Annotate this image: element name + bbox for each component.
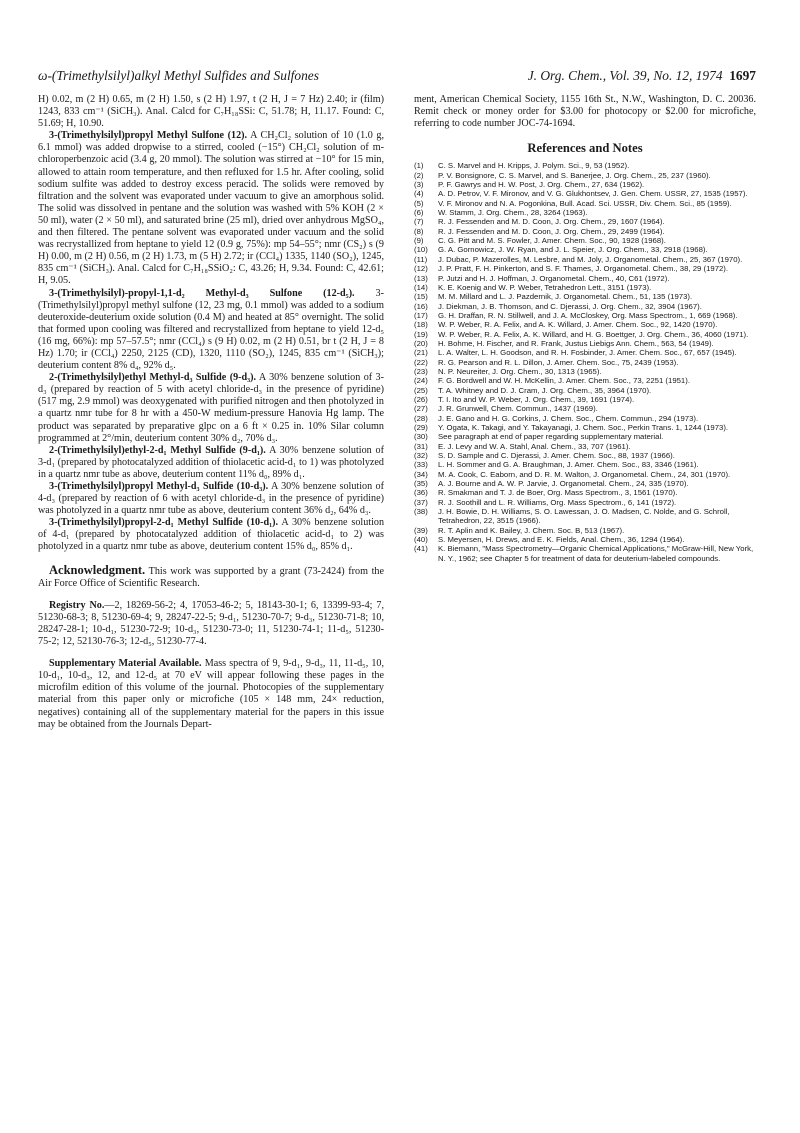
reference-number: (9) (414, 236, 424, 246)
reference-item (414, 488, 756, 497)
reference-text: T. I. Ito and W. P. Weber, J. Org. Chem., 39, 1691 (1974). (438, 394, 635, 404)
experimental-paragraph-12-d5 (38, 288, 384, 373)
reference-text: W. P. Weber, R. A. Felix, and A. K. Willard, J. Amer. Chem. Soc., 92, 1420 (1970). (438, 320, 718, 330)
reference-number: (21) (414, 348, 428, 358)
reference-item (414, 498, 756, 507)
reference-number: (2) (414, 170, 424, 180)
reference-text: R. J. Fessenden and M. D. Coon, J. Org. Chem., 29, 2499 (1964). (438, 226, 665, 236)
reference-number: (16) (414, 301, 428, 311)
reference-text: P. F. Gawrys and H. W. Post, J. Org. Chem., 27, 634 (1962). (438, 180, 645, 190)
left-column (38, 94, 384, 731)
reference-text: C. G. Pitt and M. S. Fowler, J. Amer. Chem. Soc., 90, 1928 (1968). (438, 236, 666, 246)
reference-text: J. H. Bowie, D. H. Williams, S. O. Lawessan, J. O. Madsen, C. Nolde, and G. Schroll, Tetrahedron, 22, 3515 (1966). (438, 507, 730, 526)
continued-paragraph: ment, American Chemical Society, 1155 16th St., N.W., Washington, D. C. 20036. Remit check or money order for $3.00 for photocopy or $2.00 for microfiche, referring to code number JOC-74-1694. (414, 94, 756, 130)
paragraph-text: A 30% benzene solution of 4-d₁ (prepared by photocatalyzed addition of thiolacetic acid-d₁ to 2) was photolyzed in a quartz nmr tube as above, deuterium content 15% d₀, 85% d₁. (38, 517, 385, 553)
reference-number: (23) (414, 366, 428, 376)
reference-number: (32) (414, 451, 428, 461)
reference-text: T. A. Whitney and D. J. Cram, J. Org. Chem., 35, 3964 (1970). (438, 385, 652, 395)
references-heading: References and Notes (527, 141, 643, 156)
reference-item (414, 358, 756, 367)
journal-citation (528, 68, 756, 84)
reference-item (414, 264, 756, 273)
reference-text: C. S. Marvel and H. Kripps, J. Polym. Sci., 9, 53 (1952). (438, 161, 630, 171)
reference-item (414, 320, 756, 329)
reference-item (414, 526, 756, 535)
reference-item (414, 404, 756, 413)
experimental-paragraph-12 (38, 130, 384, 287)
reference-text: J. P. Pratt, F. H. Pinkerton, and S. F. Thames, J. Organometal. Chem., 38, 29 (1972). (438, 264, 729, 274)
reference-number: (4) (414, 189, 424, 199)
reference-text: H. Bohme, H. Fischer, and R. Frank, Justus Liebigs Ann. Chem., 563, 54 (1949). (438, 338, 714, 348)
reference-item (414, 535, 756, 544)
reference-number: (39) (414, 525, 428, 535)
compound-heading: 2-(Trimethylsilyl)ethyl Methyl-d₃ Sulfide (9-d₃). (49, 372, 257, 384)
reference-number: (26) (414, 394, 428, 404)
reference-number: (33) (414, 460, 428, 470)
reference-text: K. E. Koenig and W. P. Weber, Tetrahedron Lett., 3151 (1973). (438, 282, 652, 292)
reference-number: (31) (414, 441, 428, 451)
reference-number: (41) (414, 544, 428, 554)
paragraph-text: 3-(Trimethylsilyl)propyl methyl sulfone (12, 23 mg, 0.1 mmol) was added to a sodium deuteroxide-deuterium oxide solution (0.4 M) and heated at 85° overnight. The solid that formed upon cooling was filtered and recrystallized from heptane to yield 12-d₅ (16 mg, 66%): mp 57–57.5°; nmr (CCl₄) s (9 H) 0.02, m (2 H) 0.51, br t (2 H, J = 8 Hz) 1.70; ir (CCl₄) 2250, 2125 (CD), 1320, 1110 (SO₂), 1245, 835 cm⁻¹ (SiCH₃); deuterium content 8% d₄, 92% d₅. (38, 287, 384, 372)
reference-number: (5) (414, 198, 424, 208)
compound-heading: 3-(Trimethylsilyl)-propyl-1,1-d₂ Methyl-d₃ Sulfone (12-d₅). (49, 287, 355, 299)
reference-number: (34) (414, 469, 428, 479)
reference-item (414, 432, 756, 441)
references-list (414, 161, 756, 563)
reference-item (414, 376, 756, 385)
compound-heading: 3-(Trimethylsilyl)propyl Methyl Sulfone (12). (49, 130, 248, 142)
page-number: 1697 (729, 68, 756, 83)
reference-item (414, 227, 756, 236)
reference-item (414, 208, 756, 217)
reference-text: P. V. Bonsignore, C. S. Marvel, and S. Banerjee, J. Org. Chem., 25, 237 (1960). (438, 170, 711, 180)
reference-text: S. Meyersen, H. Drews, and E. K. Fields, Anal. Chem., 36, 1294 (1964). (438, 535, 685, 545)
reference-number: (22) (414, 357, 428, 367)
reference-text: A. J. Bourne and A. W. P. Jarvie, J. Organometal. Chem., 24, 335 (1970). (438, 479, 689, 489)
reference-number: (28) (414, 413, 428, 423)
reference-item (414, 292, 756, 301)
reference-text: E. J. Levy and W. A. Stahl, Anal. Chem., 33, 707 (1961). (438, 441, 631, 451)
reference-item (414, 161, 756, 170)
experimental-paragraph-9-d3 (38, 372, 384, 445)
reference-item (414, 479, 756, 488)
reference-text: R. Smakman and T. J. de Boer, Org. Mass Spectrom., 3, 1561 (1970). (438, 488, 678, 498)
reference-text: G. H. Draffan, R. N. Stillwell, and J. A. McCloskey, Org. Mass Spectrom., 1, 669 (1968). (438, 310, 738, 320)
reference-item (414, 367, 756, 376)
acknowledgment-paragraph (38, 564, 384, 590)
reference-item (414, 330, 756, 339)
paragraph-text: A 30% benzene solution of 3-d₃ (prepared by reaction of 5 with acetyl chloride-d₃ in the presence of pyridine) (517 mg, 2.9 mmol) was deoxygenated with purified nitrogen and then photolyzed in a quartz nmr tube for 8 hr with a 450-W medium-pressure Hanovia Hg lamp. The product was separated by preparative glpc on a 6 ft × 0.25 in. 10% Silar column programmed at 2°/min, deuterium content 30% d₂, 70% d₃. (38, 372, 384, 444)
reference-text: A. D. Petrov, V. F. Mironov, and V. G. Glukhontsev, J. Gen. Chem. USSR, 27, 1535 (1957). (438, 189, 748, 199)
reference-item (414, 245, 756, 254)
supplementary-text: Mass spectra of 9, 9-d₁, 9-d₃, 11, 11-d₅, 10, 10-d₁, 10-d₃, 12, and 12-d₅ at 70 eV will appear following these pages in the microfilm edition of this volume of the journal. Photocopies of the supplementary material from this paper only or microfiche (105 × 148 mm, 24× reduction, negatives) containing all of the supplementary material for the papers in this issue may be obtained from the Journals Depart- (38, 658, 384, 730)
reference-number: (20) (414, 338, 428, 348)
right-column (414, 94, 756, 563)
registry-paragraph (38, 600, 384, 648)
reference-text: See paragraph at end of paper regarding supplementary material. (438, 432, 664, 442)
reference-item (414, 189, 756, 198)
paragraph-text: A 30% benzene solution of 3-d₁ (prepared by photocatalyzed addition of thiolacetic acid-d₁ to 1) was photolyzed in a quartz nmr tube as above, deuterium content 11% d₀, 89% d₁. (38, 444, 384, 480)
compound-heading: 2-(Trimethylsilyl)ethyl-2-d₁ Methyl Sulfide (9-d₁). (49, 444, 266, 456)
reference-item (414, 217, 756, 226)
reference-number: (36) (414, 488, 428, 498)
reference-text: J. Dubac, P. Mazerolles, M. Lesbre, and M. Joly, J. Organometal. Chem., 25, 367 (1970). (438, 254, 743, 264)
reference-text: J. E. Gano and H. G. Corkins, J. Chem. Soc., Chem. Commun., 294 (1973). (438, 413, 699, 423)
acknowledgment-heading: Acknowledgment. (49, 562, 146, 577)
reference-item (414, 451, 756, 460)
reference-number: (18) (414, 320, 428, 330)
supplementary-paragraph (38, 658, 384, 731)
reference-number: (30) (414, 432, 428, 442)
running-header (38, 68, 756, 84)
reference-number: (27) (414, 404, 428, 414)
reference-item (414, 395, 756, 404)
paragraph-text: A 30% benzene solution of 4-d₃ (prepared by reaction of 6 with acetyl chloride-d₃ in the presence of pyridine) was photolyzed in a quartz nmr tube as above, deuterium content 36% d₂, 64% d₃. (38, 481, 384, 517)
reference-item (414, 460, 756, 469)
reference-text: M. M. Millard and L. J. Pazdernik, J. Organometal. Chem., 51, 135 (1973). (438, 292, 693, 302)
reference-number: (38) (414, 507, 428, 517)
reference-item (414, 544, 756, 563)
reference-item (414, 302, 756, 311)
reference-number: (17) (414, 310, 428, 320)
reference-item (414, 283, 756, 292)
compound-heading: 3-(Trimethylsilyl)propyl Methyl-d₃ Sulfide (10-d₃). (49, 481, 269, 492)
reference-item (414, 423, 756, 432)
compound-heading: 3-(Trimethylsilyl)propyl-2-d₁ Methyl Sulfide (10-d₁). (49, 517, 279, 529)
reference-number: (15) (414, 292, 428, 302)
reference-number: (3) (414, 180, 424, 190)
reference-text: M. A. Cook, C. Eaborn, and D. R. M. Walton, J. Organometal. Chem., 24, 301 (1970). (438, 469, 731, 479)
reference-number: (11) (414, 254, 428, 264)
supplementary-heading: Supplementary Material Available. (49, 658, 202, 670)
reference-text: L. H. Sommer and G. A. Braughman, J. Amer. Chem. Soc., 83, 3346 (1961). (438, 460, 699, 470)
reference-number: (25) (414, 385, 428, 395)
continued-paragraph: H) 0.02, m (2 H) 0.65, m (2 H) 1.50, s (2 H) 1.97, t (2 H, J = 7 Hz) 2.40; ir (film) 1243, 833 cm⁻¹ (SiCH₃). Anal. Calcd for C₇H₁₈SSi: C, 51.78; H, 11.17. Found: C, 51.69; H, 10.90. (38, 94, 384, 130)
acknowledgment-text: This work was supported by a grant (73-2424) from the Air Force Office of Scientific Research. (38, 565, 384, 589)
reference-item (414, 199, 756, 208)
reference-text: N. P. Neureiter, J. Org. Chem., 30, 1313 (1965). (438, 366, 602, 376)
reference-item (414, 386, 756, 395)
reference-number: (14) (414, 282, 428, 292)
reference-text: S. D. Sample and C. Djerassi, J. Amer. Chem. Soc., 88, 1937 (1966). (438, 451, 675, 461)
reference-item (414, 339, 756, 348)
reference-text: Y. Ogata, K. Takagi, and Y. Takayanagi, J. Chem. Soc., Perkin Trans. 1, 1244 (1973). (438, 423, 729, 432)
reference-text: R. T. Aplin and K. Bailey, J. Chem. Soc. B, 513 (1967). (438, 525, 625, 535)
reference-item (414, 180, 756, 189)
reference-number: (10) (414, 245, 428, 255)
journal-name: J. Org. Chem., Vol. 39, No. 12, 1974 (527, 68, 723, 83)
reference-number: (40) (414, 535, 428, 545)
reference-text: W. P. Weber, R. A. Felix, A. K. Willard, and H. G. Boettger, J. Org. Chem., 36, 4060 (1971). (438, 329, 749, 339)
reference-number: (35) (414, 479, 428, 489)
reference-number: (13) (414, 273, 428, 283)
reference-text: J. R. Grunwell, Chem. Commun., 1437 (1969). (438, 404, 598, 414)
paragraph-text: A CH₂Cl₂ solution of 10 (1.0 g, 6.1 mmol) was added dropwise to a stirred, cooled (−15°) CH₂Cl₂ solution of m-chloroperbenzoic acid (3.4 g, 20 mmol). The solution was stirred at −10° for 15 min, allowed to attain room temperature, and then refluxed for 1.5 hr. After cooling, solid sodium sulfite was added to destroy excess peracid. The solids were removed by filtration and the solvent was evaporated under vacuum to give an amorphous solid. The solid was dissolved in pentane and the solution was washed with 5% KOH (2 × 50 ml), water (2 × 50 ml), and saturated brine (25 ml), dried over anhydrous MgSO₄, and then filtered. The pentane solvent was evaporated under vacuum and the solid was recrystallized from heptane to yield 12 (0.9 g, 75%): mp 54–55°; nmr (CS₂) s (9 H) 0.00, m (2 H) 0.56, m (2 H) 1.73, m (5 H) 2.72; ir (CCl₄) 1335, 1140 (SO₂), 1245, 835 cm⁻¹ (SiCH₃). Anal. Calcd for C₇H₁₈SSiO₂: C, 43.26; H, 9.34. Found: C, 42.61; H, 9.05. (38, 130, 384, 287)
reference-item (414, 311, 756, 320)
reference-number: (37) (414, 497, 428, 507)
reference-item (414, 171, 756, 180)
reference-item (414, 274, 756, 283)
reference-text: R. G. Pearson and R. L. Dillon, J. Amer. Chem. Soc., 75, 2439 (1953). (438, 357, 679, 367)
reference-item (414, 348, 756, 357)
reference-item (414, 255, 756, 264)
reference-text: W. Stamm, J. Org. Chem., 28, 3264 (1963). (438, 208, 588, 218)
reference-number: (7) (414, 217, 424, 227)
reference-number: (12) (414, 264, 428, 274)
reference-number: (19) (414, 329, 428, 339)
reference-number: (1) (414, 161, 424, 171)
reference-text: G. A. Gornowicz, J. W. Ryan, and J. L. Speier, J. Org. Chem., 33, 2918 (1968). (438, 245, 708, 255)
reference-number: (6) (414, 208, 424, 218)
registry-heading: Registry No. (49, 599, 105, 611)
registry-text: —2, 18269-56-2; 4, 17053-46-2; 5, 18143-30-1; 6, 13399-93-4; 7, 51230-68-3; 8, 51230-69-4; 9, 28247-22-5; 9-d₁, 51230-70-7; 9-d₃, 51230-71-8; 10, 28247-28-1; 10-d₁, 51230-72-9; 10-d₃, 51230-73-0; 11, 51230-74-1; 11-d₅, 51230-75-2; 12, 52130-76-3; 12-d₅, 51230-77-4. (38, 599, 384, 648)
reference-text: R. J. Soothill and L. R. Williams, Org. Mass Spectrom., 6, 141 (1972). (438, 497, 677, 507)
reference-text: K. Biemann, "Mass Spectrometry—Organic Chemical Applications," McGraw-Hill, New York, N. Y., 1962; see Chapter 5 for treatment of data for deuterium-labeled compounds. (438, 544, 754, 563)
reference-number: (24) (414, 376, 428, 386)
reference-text: R. J. Fessenden and M. D. Coon, J. Org. Chem., 29, 1607 (1964). (438, 217, 665, 227)
experimental-paragraph-10-d3 (38, 481, 384, 517)
reference-item (414, 507, 756, 526)
reference-text: P. Jutzi and H. J. Hoffman, J. Organometal. Chem., 40, C61 (1972). (438, 273, 670, 283)
running-title: ω-(Trimethylsilyl)alkyl Methyl Sulfides and Sulfones (38, 68, 319, 83)
experimental-paragraph-10-d1 (38, 517, 384, 553)
reference-item (414, 236, 756, 245)
reference-text: V. F. Mironov and N. A. Pogonkina, Bull. Acad. Sci. USSR, Div. Chem. Sci., 85 (1959). (438, 198, 732, 208)
reference-item (414, 470, 756, 479)
reference-number: (29) (414, 423, 428, 432)
reference-item (414, 442, 756, 451)
reference-item (414, 414, 756, 423)
reference-text: J. Diekman, J. B. Thomson, and C. Djerassi, J. Org. Chem., 32, 3904 (1967). (438, 301, 702, 311)
experimental-paragraph-9-d1 (38, 445, 384, 481)
reference-text: L. A. Walter, L. H. Goodson, and R. H. Fosbinder, J. Amer. Chem. Soc., 67, 657 (1945). (438, 348, 737, 358)
reference-text: F. G. Bordwell and W. H. McKellin, J. Amer. Chem. Soc., 73, 2251 (1951). (438, 376, 690, 386)
reference-number: (8) (414, 226, 424, 236)
